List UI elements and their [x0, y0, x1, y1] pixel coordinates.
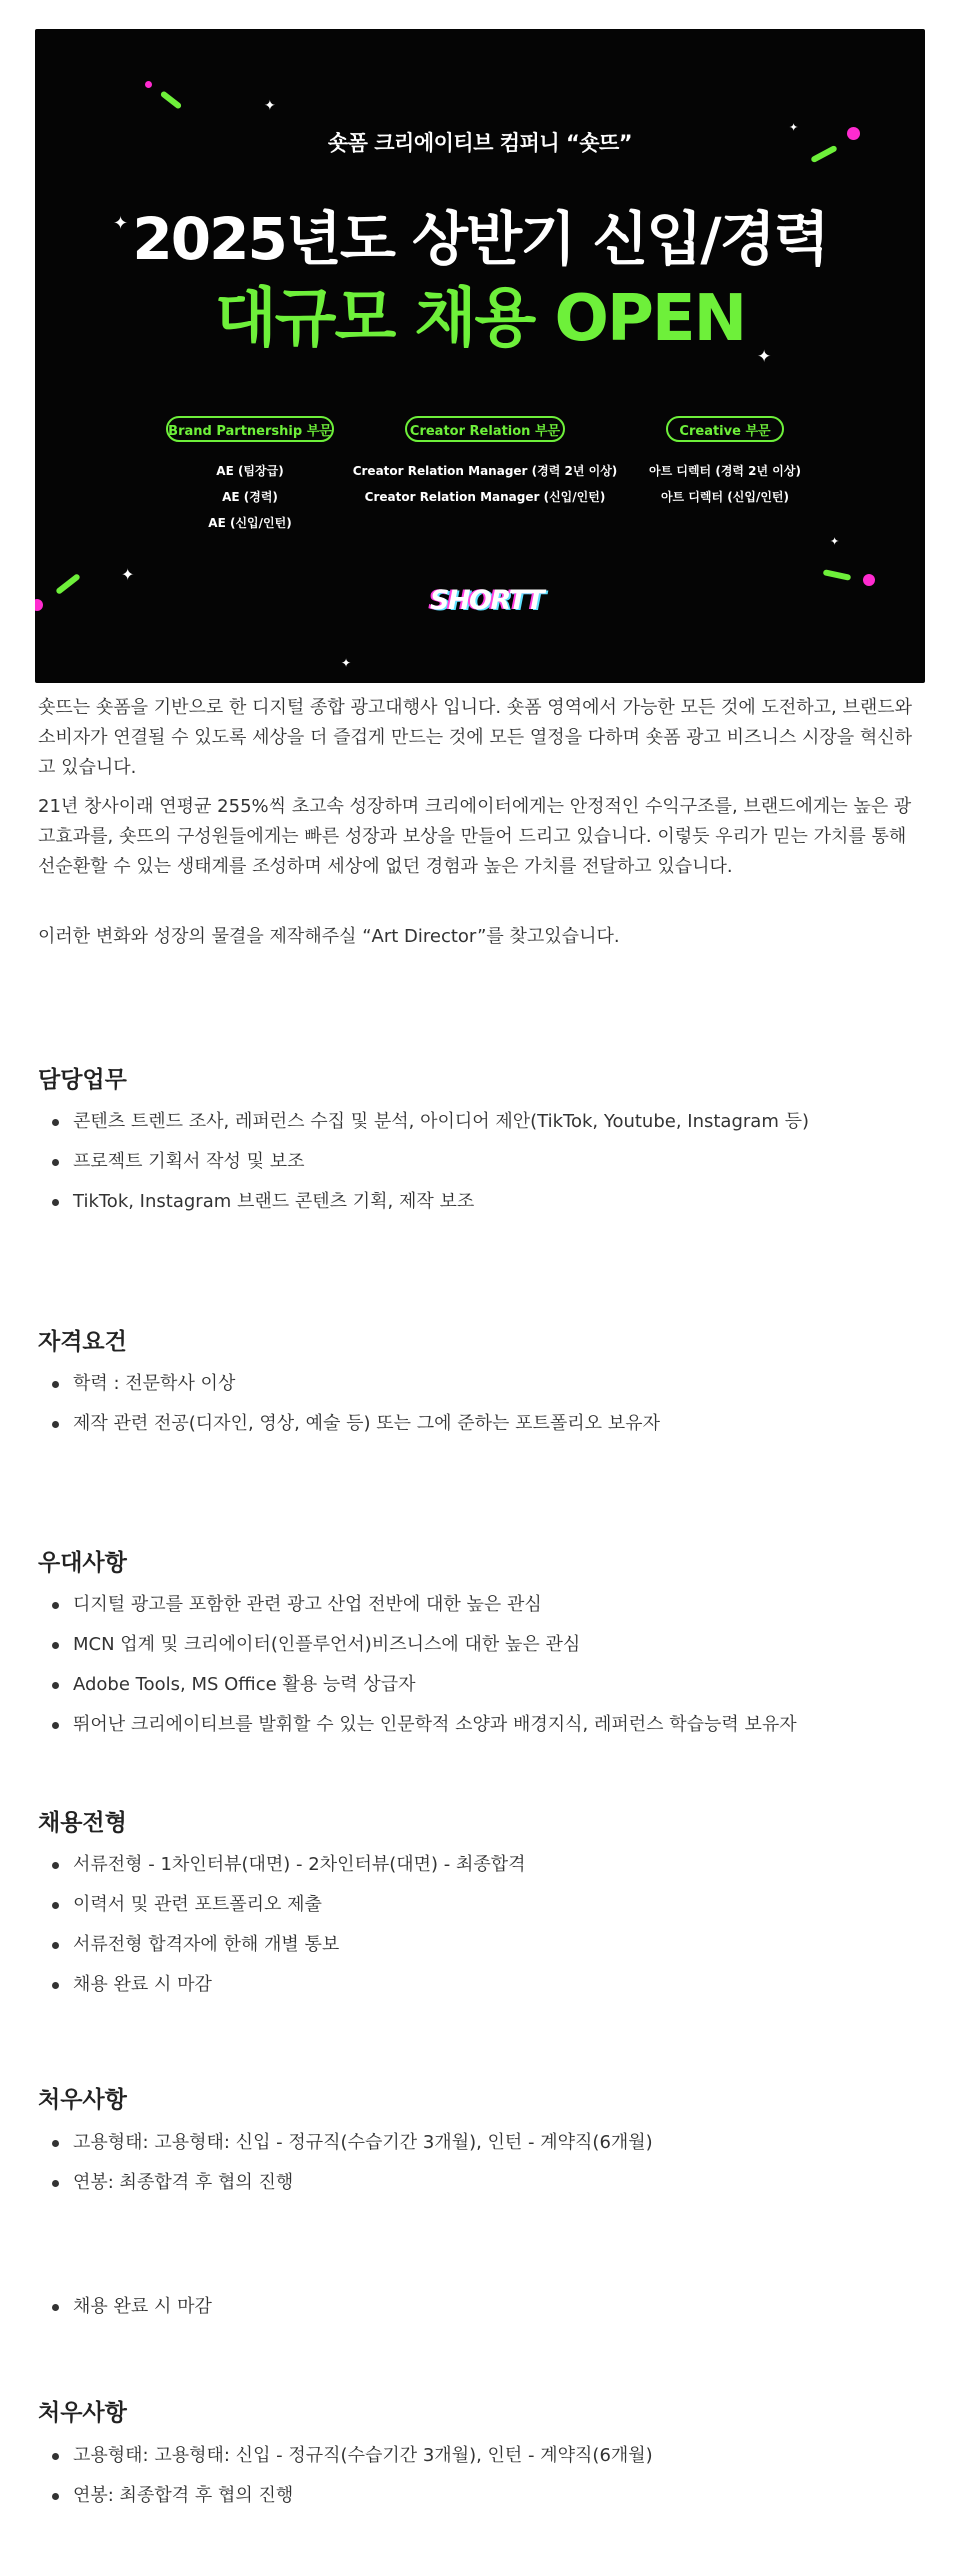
role-item: AE (경력) — [222, 490, 278, 504]
sparkle-icon: ✦ — [341, 656, 352, 670]
intro-paragraph: 21년 창사이래 연평균 255%씩 초고속 성장하며 크리에이터에게는 안정적인 수익구조를, 브랜드에게는 높은 광고효과를, 숏뜨의 구성원들에게는 빠른 성장과 보상을 만들어 드리고 있습니다. 이렇듯 우리가 믿는 가치를 통해 선순환할 수 있는 생태계를 조성하며 세상에 없던 경험과 높은 가치를 전달하고 있습니다. — [38, 796, 912, 877]
sparkle-icon: ✦ — [264, 98, 276, 114]
list-item: Adobe Tools, MS Office 활용 능력 상급자 — [38, 1665, 923, 1705]
list-item: 채용 완료 시 마감 — [38, 1965, 923, 2005]
green-dash-decoration — [55, 573, 81, 595]
preferred-list — [38, 1585, 923, 1745]
role-item: Creator Relation Manager (경력 2년 이상) — [352, 464, 618, 478]
hiring-process-list — [38, 1845, 923, 2005]
pill-creator-relation: Creator Relation 부문 — [405, 416, 565, 442]
banner-title-line1: 2025년도 상반기 신입/경력 — [132, 205, 828, 273]
list-item: MCN 업계 및 크리에이터(인플루언서)비즈니스에 대한 높은 관심 — [38, 1625, 923, 1665]
list-item: 학력 : 전문학사 이상 — [38, 1364, 923, 1404]
roles-creative — [635, 458, 815, 510]
list-item: 이력서 및 관련 포트폴리오 제출 — [38, 1885, 923, 1925]
pink-dot-decoration — [145, 81, 152, 88]
intro-paragraph: 숏뜨는 숏폼을 기반으로 한 디지털 종합 광고대행사 입니다. 숏폼 영역에서 가능한 모든 것에 도전하고, 브랜드와 소비자가 연결될 수 있도록 세상을 더 즐겁게 만드는 것에 모든 열정을 다하며 숏폼 광고 비즈니스 시장을 혁신하고 있습니다. — [38, 697, 913, 778]
banner-subtitle: 숏폼 크리에이티브 컴퍼니 “숏뜨” — [327, 131, 633, 155]
list-item: 제작 관련 전공(디자인, 영상, 예술 등) 또는 그에 준하는 포트폴리오 보유자 — [38, 1404, 923, 1444]
benefits-list — [38, 2123, 923, 2203]
role-item: 아트 디렉터 (신입/인턴) — [660, 490, 790, 504]
list-item: 디지털 광고를 포함한 관련 광고 산업 전반에 대한 높은 관심 — [38, 1585, 923, 1625]
role-item: AE (신입/인턴) — [208, 516, 292, 530]
pink-dot-decoration — [35, 599, 43, 611]
section-title-preferred: 우대사항 — [38, 1550, 127, 1576]
sparkle-icon: ✦ — [757, 347, 772, 367]
section-title-qualifications: 자격요건 — [38, 1329, 127, 1355]
section-title-benefits: 처우사항 — [38, 2087, 127, 2113]
list-item: 고용형태: 고용형태: 신입 - 정규직(수습기간 3개월), 인턴 - 계약직(6개월) — [38, 2123, 923, 2163]
pill-creative: Creative 부문 — [666, 416, 784, 442]
list-item: 서류전형 - 1차인터뷰(대면) - 2차인터뷰(대면) - 최종합격 — [38, 1845, 923, 1885]
section-title-benefits-repeat: 처우사항 — [38, 2400, 127, 2426]
shortt-logo: SHORTT — [430, 585, 544, 616]
list-item: 프로젝트 기획서 작성 및 보조 — [38, 1142, 923, 1182]
list-item: 연봉: 최종합격 후 협의 진행 — [38, 2163, 923, 2203]
duties-list — [38, 1102, 923, 1222]
qualifications-list — [38, 1364, 923, 1444]
closing-note-list — [38, 2287, 923, 2327]
green-dash-decoration — [160, 90, 183, 110]
sparkle-icon: ✦ — [113, 213, 129, 234]
recruitment-banner — [35, 29, 925, 683]
list-item: 콘텐츠 트렌드 조사, 레퍼런스 수집 및 분석, 아이디어 제안(TikTok, Youtube, Instagram 등) — [38, 1102, 923, 1142]
list-item: 서류전형 합격자에 한해 개별 통보 — [38, 1925, 923, 1965]
pink-dot-decoration — [863, 574, 875, 586]
roles-brand-partnership — [150, 458, 350, 536]
roles-creator-relation — [345, 458, 625, 510]
role-item: AE (팀장급) — [216, 464, 284, 478]
sparkle-icon: ✦ — [830, 535, 840, 548]
intro-paragraph: 이러한 변화와 성장의 물결을 제작해주실 “Art Director”를 찾고있습니다. — [38, 926, 620, 947]
role-item: 아트 디렉터 (경력 2년 이상) — [649, 464, 801, 478]
benefits-list-repeat — [38, 2436, 923, 2516]
list-item: 뛰어난 크리에이티브를 발휘할 수 있는 인문학적 소양과 배경지식, 레퍼런스 학습능력 보유자 — [38, 1705, 923, 1745]
banner-title-line2: 대규모 채용 OPEN — [214, 282, 746, 356]
list-item: 채용 완료 시 마감 — [38, 2287, 923, 2327]
pill-brand-partnership: Brand Partnership 부문 — [166, 416, 334, 442]
role-item: Creator Relation Manager (신입/인턴) — [364, 490, 606, 504]
list-item: 고용형태: 고용형태: 신입 - 정규직(수습기간 3개월), 인턴 - 계약직(6개월) — [38, 2436, 923, 2476]
section-title-hiring-process: 채용전형 — [38, 1810, 127, 1836]
list-item: 연봉: 최종합격 후 협의 진행 — [38, 2476, 923, 2516]
green-dash-decoration — [823, 569, 852, 581]
list-item: TikTok, Instagram 브랜드 콘텐츠 기획, 제작 보조 — [38, 1182, 923, 1222]
section-title-duties: 담당업무 — [38, 1067, 127, 1093]
sparkle-icon: ✦ — [789, 121, 799, 134]
sparkle-icon: ✦ — [121, 565, 135, 584]
